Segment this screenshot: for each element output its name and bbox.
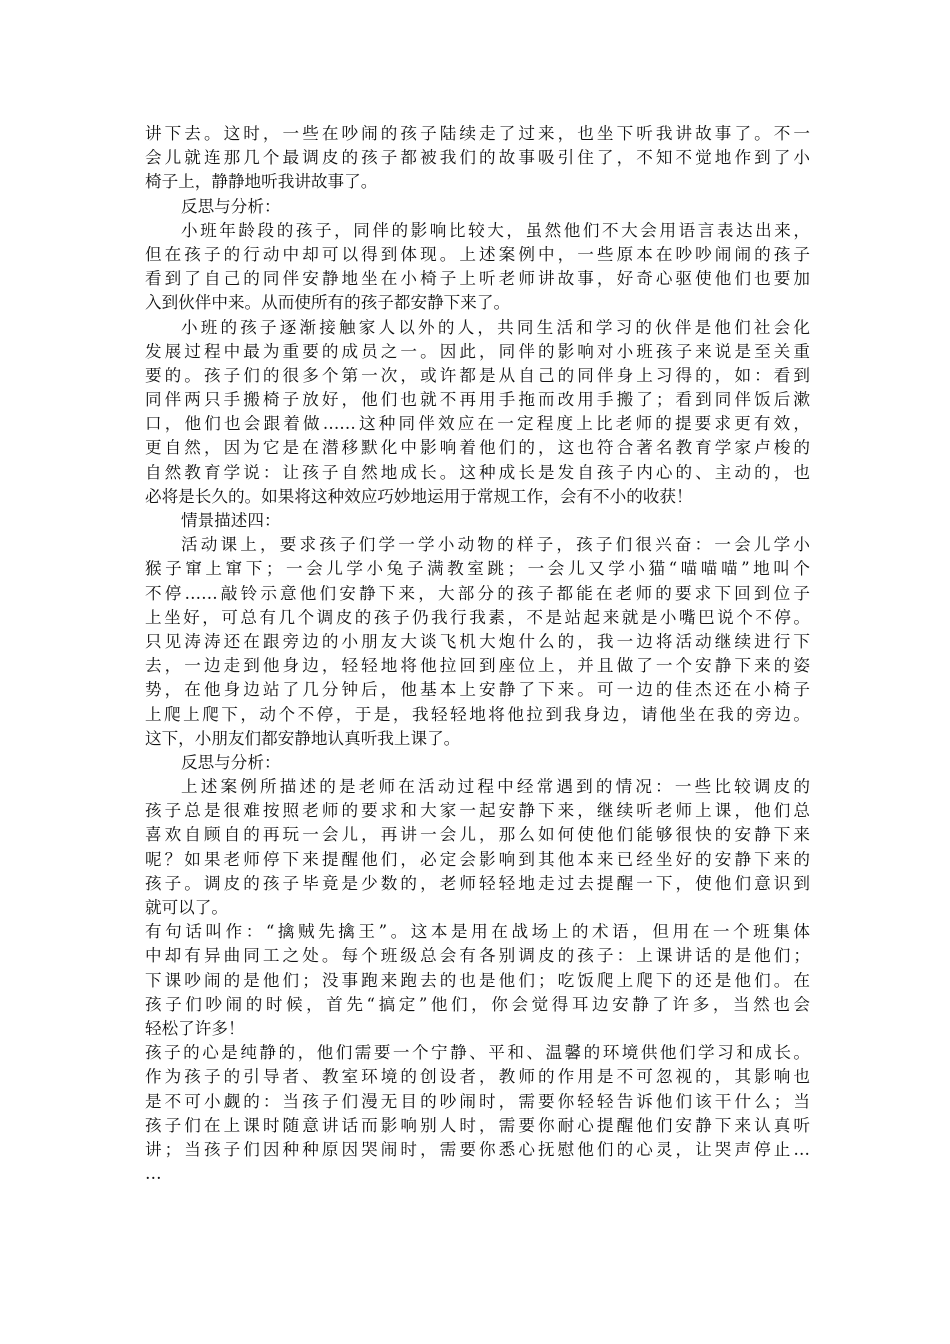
text-line: 孩子。调皮的孩子毕竟是少数的，老师轻轻地走过去提醒一下，使他们意识到 bbox=[145, 873, 810, 893]
text-line: 讲；当孩子们因种种原因哭闹时，需要你悉心抚慰他们的心灵，让哭声停止… bbox=[145, 1139, 810, 1159]
text-line: 去，一边走到他身边，轻轻地将他拉回到座位上，并且做了一个安静下来的姿 bbox=[145, 656, 810, 676]
text-line: 发展过程中最为重要的成员之一。因此，同伴的影响对小班孩子来说是至关重 bbox=[145, 341, 810, 361]
text-line: 作为孩子的引导者、教室环境的创设者，教师的作用是不可忽视的，其影响也 bbox=[145, 1067, 810, 1087]
text-line: 小班的孩子逐渐接触家人以外的人，共同生活和学习的伙伴是他们社会化 bbox=[181, 317, 810, 337]
text-line: 更自然，因为它是在潜移默化中影响着他们的，这也符合著名教育学家卢梭的 bbox=[145, 438, 810, 458]
text-line: 孩子们在上课时随意讲话而影响别人时，需要你耐心提醒他们安静下来认真听 bbox=[145, 1115, 810, 1135]
text-line: 喜欢自顾自的再玩一会儿，再讲一会儿，那么如何使他们能够很快的安静下来 bbox=[145, 825, 810, 845]
text-line: 有句话叫作：“擒贼先擒王”。这本是用在战场上的术语，但用在一个班集体 bbox=[145, 922, 810, 942]
text-line: 猴子窜上窜下；一会儿学小兔子满教室跳；一会儿又学小猫“喵喵喵”地叫个 bbox=[145, 559, 810, 579]
text-line: 上坐好，可总有几个调皮的孩子仍我行我素，不是站起来就是小嘴巴说个不停。 bbox=[145, 607, 810, 627]
text-line: 自然教育学说：让孩子自然地成长。这种成长是发自孩子内心的、主动的，也 bbox=[145, 462, 810, 482]
text-line: 孩子总是很难按照老师的要求和大家一起安静下来，继续听老师上课，他们总 bbox=[145, 801, 810, 821]
text-line: 入到伙伴中来。从而使所有的孩子都安静下来了。 bbox=[145, 293, 511, 313]
text-line: 势，在他身边站了几分钟后，他基本上安静了下来。可一边的佳杰还在小椅子 bbox=[145, 680, 810, 700]
text-line: 下课吵闹的是他们；没事跑来跑去的也是他们；吃饭爬上爬下的还是他们。在 bbox=[145, 970, 810, 990]
text-line: 必将是长久的。如果将这种效应巧妙地运用于常规工作，会有不小的收获！ bbox=[145, 486, 693, 506]
text-line: 反思与分析： bbox=[181, 196, 281, 216]
text-line: 看到了自己的同伴安静地坐在小椅子上听老师讲故事，好奇心驱使他们也要加 bbox=[145, 269, 810, 289]
text-line: 椅子上，静静地听我讲故事了。 bbox=[145, 172, 378, 192]
text-line: 孩子们吵闹的时候，首先“搞定”他们，你会觉得耳边安静了许多，当然也会 bbox=[145, 994, 810, 1014]
text-line: 活动课上，要求孩子们学一学小动物的样子，孩子们很兴奋：一会儿学小 bbox=[181, 535, 810, 555]
text-line: 就可以了。 bbox=[145, 898, 228, 917]
text-line: 会儿就连那几个最调皮的孩子都被我们的故事吸引住了，不知不觉地作到了小 bbox=[145, 148, 810, 168]
text-line: 上爬上爬下，动个不停，于是，我轻轻地将他拉到我身边，请他坐在我的旁边。 bbox=[145, 704, 810, 724]
text-line: 中却有异曲同工之处。每个班级总会有各别调皮的孩子：上课讲话的是他们； bbox=[145, 946, 810, 966]
document-body bbox=[145, 122, 810, 1186]
text-line: 但在孩子的行动中却可以得到体现。上述案例中，一些原本在吵吵闹闹的孩子 bbox=[145, 244, 810, 264]
text-line: 轻松了许多！ bbox=[145, 1018, 245, 1038]
text-line: 呢？如果老师停下来提醒他们，必定会影响到其他本来已经坐好的安静下来的 bbox=[145, 849, 810, 869]
text-line: 不停……敲铃示意他们安静下来，大部分的孩子都能在老师的要求下回到位子 bbox=[145, 583, 810, 603]
text-line: 上述案例所描述的是老师在活动过程中经常遇到的情况：一些比较调皮的 bbox=[181, 777, 810, 797]
text-line: 这下，小朋友们都安静地认真听我上课了。 bbox=[145, 728, 461, 748]
text-line: 要的。孩子们的很多个第一次，或许都是从自己的同伴身上习得的，如：看到 bbox=[145, 365, 810, 385]
text-line: 只见涛涛还在跟旁边的小朋友大谈飞机大炮什么的，我一边将活动继续进行下 bbox=[145, 631, 810, 651]
text-line: … bbox=[145, 1164, 162, 1184]
text-line: 同伴两只手搬椅子放好，他们也就不再用手拖而改用手搬了；看到同伴饭后漱 bbox=[145, 390, 810, 410]
text-line: 是不可小觑的：当孩子们漫无目的吵闹时，需要你轻轻告诉他们该干什么；当 bbox=[145, 1091, 810, 1111]
text-line: 讲下去。这时，一些在吵闹的孩子陆续走了过来，也坐下听我讲故事了。不一 bbox=[145, 124, 810, 143]
text-line: 情景描述四： bbox=[181, 511, 281, 530]
text-line: 小班年龄段的孩子，同伴的影响比较大，虽然他们不大会用语言表达出来， bbox=[181, 220, 810, 240]
text-line: 孩子的心是纯静的，他们需要一个宁静、平和、温馨的环境供他们学习和成长。 bbox=[145, 1043, 810, 1063]
text-line: 反思与分析： bbox=[181, 752, 281, 772]
text-line: 口，他们也会跟着做……这种同伴效应在一定程度上比老师的提要求更有效， bbox=[145, 414, 810, 434]
